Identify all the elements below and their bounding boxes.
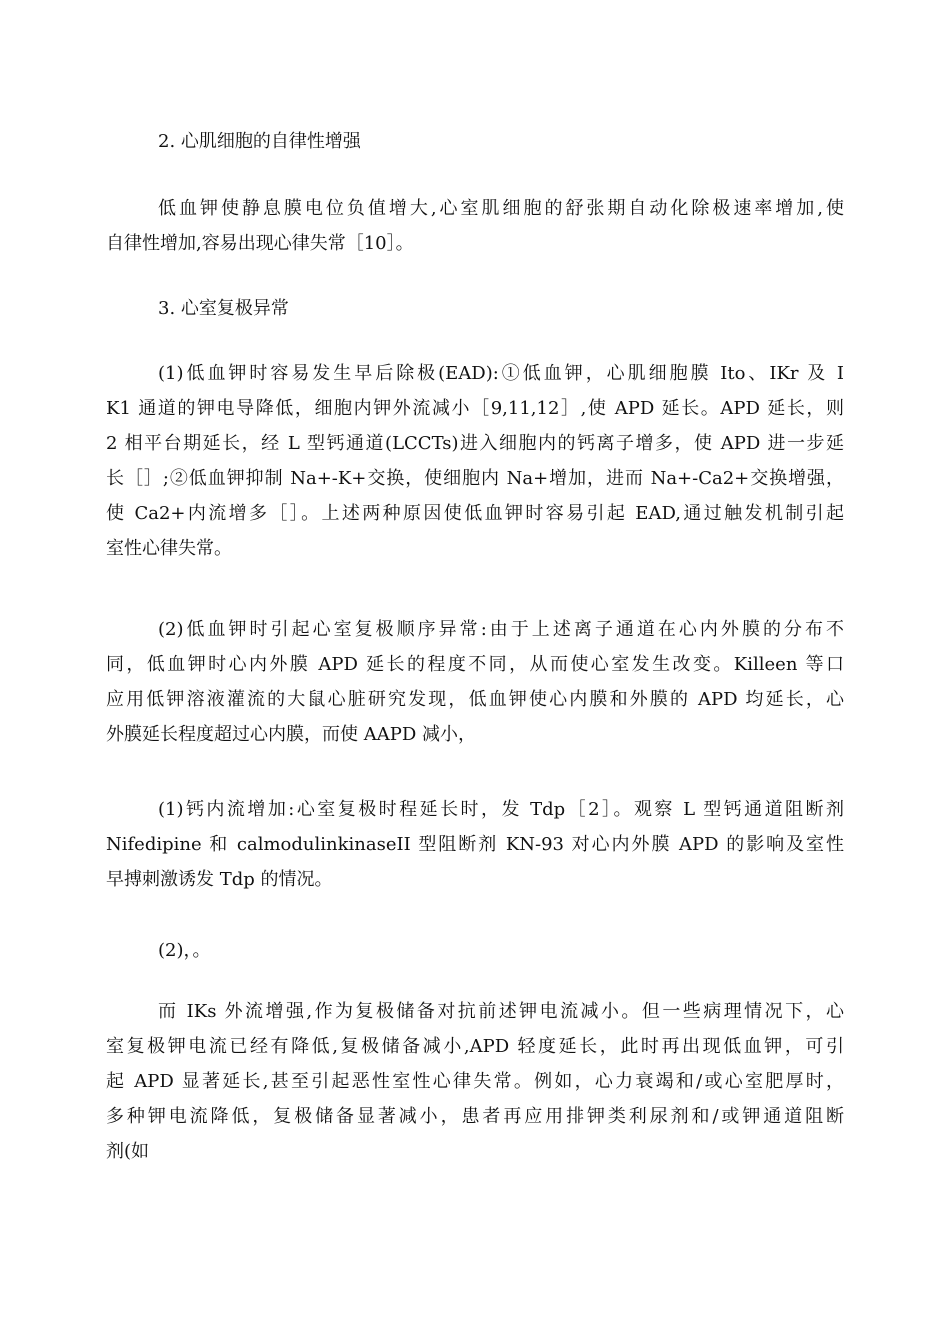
paragraph-calcium-influx: [106, 792, 844, 897]
text-line: Nifedipine 和 calmodulinkinaseII 型阻断剂 KN-93 对心内外膜 APD 的影响及室性: [106, 834, 844, 855]
section-heading-3: 3. 心室复极异常: [158, 298, 289, 319]
text-line: 早搏刺激诱发 Tdp 的情况。: [106, 869, 333, 890]
section-heading-2: 2. 心肌细胞的自律性增强: [158, 131, 361, 152]
text-line: 剂(如: [106, 1141, 150, 1162]
text-line: 低血钾使静息膜电位负值增大,心室肌细胞的舒张期自动化除极速率增加,使: [158, 198, 844, 219]
text-line: (1)低血钾时容易发生早后除极(EAD):①低血钾，心肌细胞膜 Ito、IKr 及 I: [158, 363, 844, 384]
text-line: 多种钾电流降低，复极储备显著减小，患者再应用排钾类利尿剂和/或钾通道阻断: [106, 1106, 844, 1127]
text-line: 长［］;②低血钾抑制 Na+-K+交换，使细胞内 Na+增加，进而 Na+-Ca2+交换增强，: [106, 468, 844, 489]
paragraph-repolarization-order: [106, 612, 844, 752]
text-line: 应用低钾溶液灌流的大鼠心脏研究发现，低血钾使心内膜和外膜的 APD 均延长，心: [106, 689, 844, 710]
text-line: 室复极钾电流已经有降低,复极储备减小,APD 轻度延长，此时再出现低血钾，可引: [106, 1036, 844, 1057]
text-line: 同，低血钾时心内外膜 APD 延长的程度不同，从而使心室发生改变。Killeen 等口: [106, 654, 844, 675]
text-line: (2)，。: [158, 940, 211, 961]
text-line: (2)低血钾时引起心室复极顺序异常:由于上述离子通道在心内外膜的分布不: [158, 619, 844, 640]
text-line: 起 APD 显著延长,甚至引起恶性室性心律失常。例如，心力衰竭和/或心室肥厚时，: [106, 1071, 844, 1092]
text-line: 自律性增加,容易出现心律失常［10］。: [106, 233, 414, 254]
text-line: (1)钙内流增加:心室复极时程延长时，发 Tdp［2］。观察 L 型钙通道阻断剂: [158, 799, 844, 820]
paragraph-ead: [106, 356, 844, 566]
paragraph-repolarization-reserve: [106, 994, 844, 1169]
text-line: K1 通道的钾电导降低，细胞内钾外流减小［9,11,12］,使 APD 延长。APD 延长，则: [106, 398, 844, 419]
text-line: 室性心律失常。: [106, 538, 232, 559]
text-line: 2 相平台期延长，经 L 型钙通道(LCCTs)进入细胞内的钙离子增多，使 APD 进一步延: [106, 433, 844, 454]
text-line: 外膜延长程度超过心内膜，而使 AAPD 减小，: [106, 724, 476, 745]
paragraph-short: [106, 933, 844, 968]
paragraph-automaticity: [106, 191, 844, 261]
text-line: 使 Ca2+内流增多［］。上述两种原因使低血钾时容易引起 EAD,通过触发机制引起: [106, 503, 844, 524]
text-line: 而 IKs 外流增强,作为复极储备对抗前述钾电流减小。但一些病理情况下，心: [158, 1001, 844, 1022]
